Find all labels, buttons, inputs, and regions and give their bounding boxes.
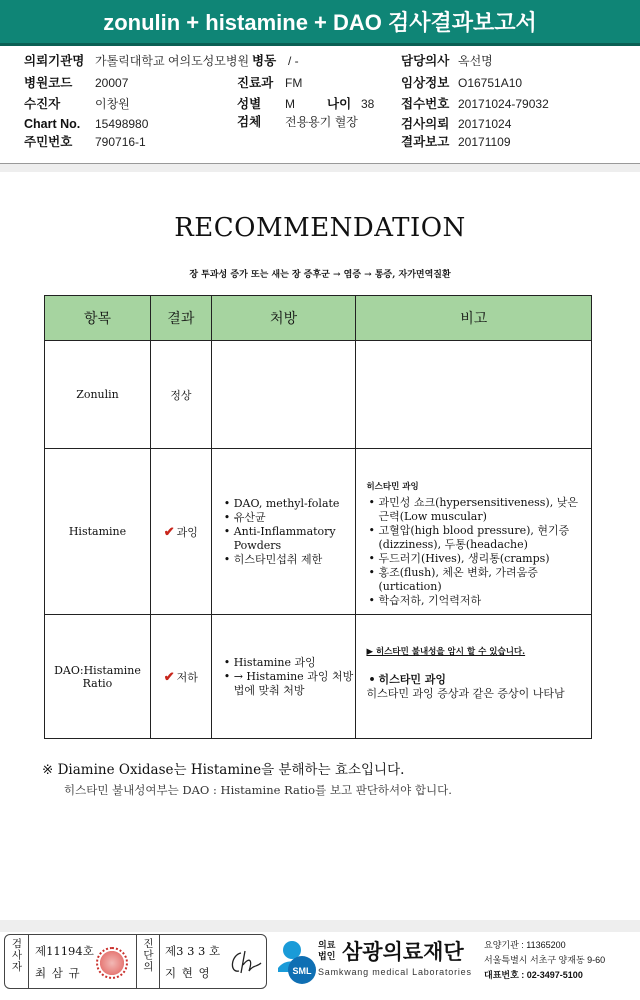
org-english-name: Samkwang medical Laboratories [318,967,472,977]
footnote-sub: 히스타민 불내성여부는 DAO : Histamine Ratio를 보고 판단하셔야 합니다. [64,783,452,797]
request-date-value: 20171024 [458,117,512,131]
dept-label: 진료과 [237,76,274,90]
list-item-text: → Histamine 과잉 처방법에 맞춰 처방 [233,669,354,697]
hospital-code-value: 20007 [95,76,129,90]
logo-text: SML [292,966,312,976]
table-row-histamine [45,449,592,615]
note-list [366,673,585,687]
list-item: • 학습저하, 기억력저하 [366,594,585,608]
table-header-row [45,296,592,341]
symptom-list [366,496,585,608]
result-text: 정상 [170,388,192,402]
patient-value: 이창원 [95,97,130,111]
recommendation-title: RECOMMENDATION [174,213,466,243]
tester-name: 최 삼 규 [35,966,81,980]
tester-vertical-label [5,935,29,988]
reviewer-name: 지 현 영 [165,966,211,980]
prescription-list [222,497,356,567]
request-date-label: 검사의뢰 [401,117,450,131]
seal-stamp [96,947,128,979]
report-date-value: 20171109 [458,135,511,149]
list-item: • DAO, methyl-folate [222,497,356,511]
specimen-value: 전용용기 혈장 [285,115,358,129]
reviewer-vertical-text: 진단의 [142,938,154,973]
hospital-value: 가톨릭대학교 여의도성모병원 [95,54,250,68]
age-value: 38 [361,97,375,111]
list-item-continued [222,670,356,698]
receipt-no-value: 20171024-79032 [458,97,549,111]
result-text: 저하 [176,670,198,684]
item-name: Zonulin [45,341,151,449]
resident-no-label: 주민번호 [24,135,73,149]
ward-label: 병동 [252,54,277,68]
reviewer-vertical-label [136,935,160,988]
table-row-dao-ratio [45,615,592,739]
list-item: • 홍조(flush), 체온 변화, 가려움증(urtication) [366,566,585,594]
sex-value: M [285,97,295,111]
check-icon: ✔ [163,524,175,540]
reviewer-id: 제3 3 3 호 [165,944,221,958]
phone-number: 대표번호 : 02-3497-5100 [484,970,583,980]
list-item: • 히스타민섭취 제한 [222,553,356,567]
org-name: 삼광의료재단 [342,941,464,964]
prescription-cell [211,341,356,449]
list-item: • Histamine 과잉 [222,656,356,670]
hospital-code-label: 병원코드 [24,76,73,90]
sex-label: 성별 [237,97,262,111]
result-text: 과잉 [176,525,198,539]
item-name: DAO:Histamine Ratio [45,615,151,739]
table-row-zonulin [45,341,592,449]
age-label: 나이 [327,97,352,111]
clinical-info-value: O16751A10 [458,76,523,90]
signature-icon [227,947,265,977]
divider-band [0,164,640,172]
header-note: 비고 [356,296,592,341]
footer-band [0,920,640,932]
resident-no-value: 790716-1 [95,135,146,149]
doctor-label: 담당의사 [401,54,450,68]
patient-info [0,50,640,162]
patient-label: 수진자 [24,97,61,111]
tester-vertical-text: 검사자 [10,938,23,973]
result-value [150,449,211,615]
chart-no-value: 15498980 [95,117,149,131]
list-item: • 유산균 [222,511,356,525]
prescription-cell [211,615,356,739]
header-item: 항목 [45,296,151,341]
ward-value: / - [288,54,299,68]
result-value [150,615,211,739]
doctor-value: 옥선명 [458,54,493,68]
contact-info [484,938,605,983]
header-prescription: 처방 [211,296,356,341]
org-kind: 의료법인 [318,940,336,961]
recommendation-subtitle: 장 투과성 증가 또는 새는 장 증후군 → 염증 → 통증, 자가면역질환 [189,270,451,280]
report-date-label: 결과보고 [401,135,450,149]
list-item: • 과민성 쇼크(hypersensitiveness), 낮은 근력(Low muscular) [366,496,585,524]
prescription-list [222,656,356,698]
specimen-label: 검체 [237,115,262,129]
note-title: 히스타민 과잉 [366,481,419,492]
recommendation-table [44,295,592,739]
tester-id: 제11194호 [35,944,94,958]
check-icon: ✔ [163,669,175,685]
list-item: • 두드러기(Hives), 생리통(cramps) [366,552,585,566]
prescription-cell [211,449,356,615]
hospital-label: 의뢰기관명 [24,54,85,68]
list-item: • 히스타민 과잉 [366,673,585,687]
result-value [150,341,211,449]
note-cell [356,341,592,449]
clinical-info-label: 임상정보 [401,76,450,90]
report-title: zonulin + histamine + DAO 검사결과보고서 [0,0,640,46]
receipt-no-label: 접수번호 [401,97,450,111]
note-cell [356,615,592,739]
chart-no-label: Chart No. [24,117,81,131]
header-result: 결과 [150,296,211,341]
institution-code: 요양기관 : 11365200 [484,940,566,950]
logo-icon [272,936,320,986]
address: 서울특별시 서초구 양재동 9-60 [484,955,606,965]
footnote-main: ※ Diamine Oxidase는 Histamine을 분해하는 효소입니다. [42,762,405,778]
intolerance-note: ▶ 히스타민 불내성을 암시 할 수 있습니다. [366,647,526,657]
list-item: • Anti-Inflammatory Powders [222,525,356,553]
dept-value: FM [285,76,303,90]
note-cell [356,449,592,615]
signature-box [4,934,267,989]
list-item: • 고혈압(high blood pressure), 현기증(dizziness), 두통(headache) [366,524,585,552]
note-text: 히스타민 과잉 증상과 같은 증상이 나타남 [366,687,565,700]
item-name: Histamine [45,449,151,615]
